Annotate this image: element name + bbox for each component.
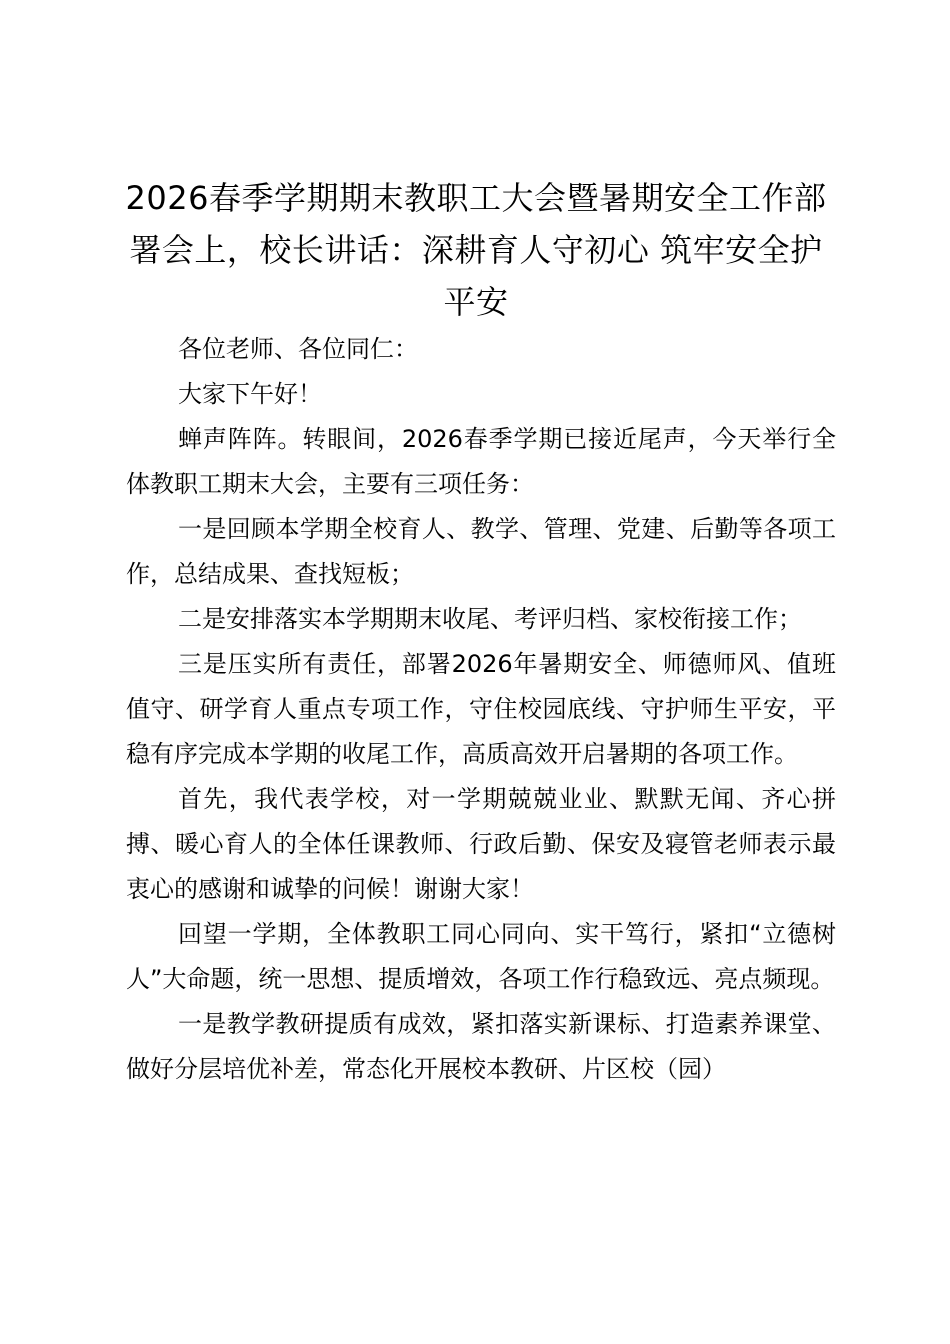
paragraph-task-two: 二是安排落实本学期期末收尾、考评归档、家校衔接工作； bbox=[178, 605, 802, 633]
paragraph-task-three: 三是压实所有责任，部署2026年暑期安全、师德师风、值班值守、研学育人重点专项工作，守住校园底线、守护师生平安，平稳有序完成本学期的收尾工作，高质高效开启暑期的各项工作。 bbox=[126, 650, 836, 768]
paragraph-intro: 蝉声阵阵。转眼间，2026春季学期已接近尾声，今天举行全体教职工期末大会，主要有三项任务： bbox=[126, 425, 836, 498]
paragraph-thanks: 首先，我代表学校，对一学期兢兢业业、默默无闻、齐心拼搏、暖心育人的全体任课教师、行政后勤、保安及寝管老师表示最衷心的感谢和诚挚的问候！谢谢大家！ bbox=[126, 785, 836, 903]
paragraph-salutation: 各位老师、各位同仁： bbox=[178, 335, 418, 363]
paragraph-review: 回望一学期，全体教职工同心同向、实干笃行，紧扣“立德树人”大命题，统一思想、提质增效，各项工作行稳致远、亮点频现。 bbox=[126, 920, 836, 993]
paragraph-task-one: 一是回顾本学期全校育人、教学、管理、党建、后勤等各项工作，总结成果、查找短板； bbox=[126, 515, 836, 588]
document-body bbox=[126, 327, 836, 1092]
paragraph-teaching: 一是教学教研提质有成效，紧扣落实新课标、打造素养课堂、做好分层培优补差，常态化开展校本教研、片区校（园） bbox=[126, 1010, 836, 1083]
document-title: 2026春季学期期末教职工大会暨暑期安全工作部署会上，校长讲话：深耕育人守初心 筑牢安全护平安 bbox=[125, 179, 827, 321]
paragraph-greeting: 大家下午好！ bbox=[178, 380, 322, 408]
